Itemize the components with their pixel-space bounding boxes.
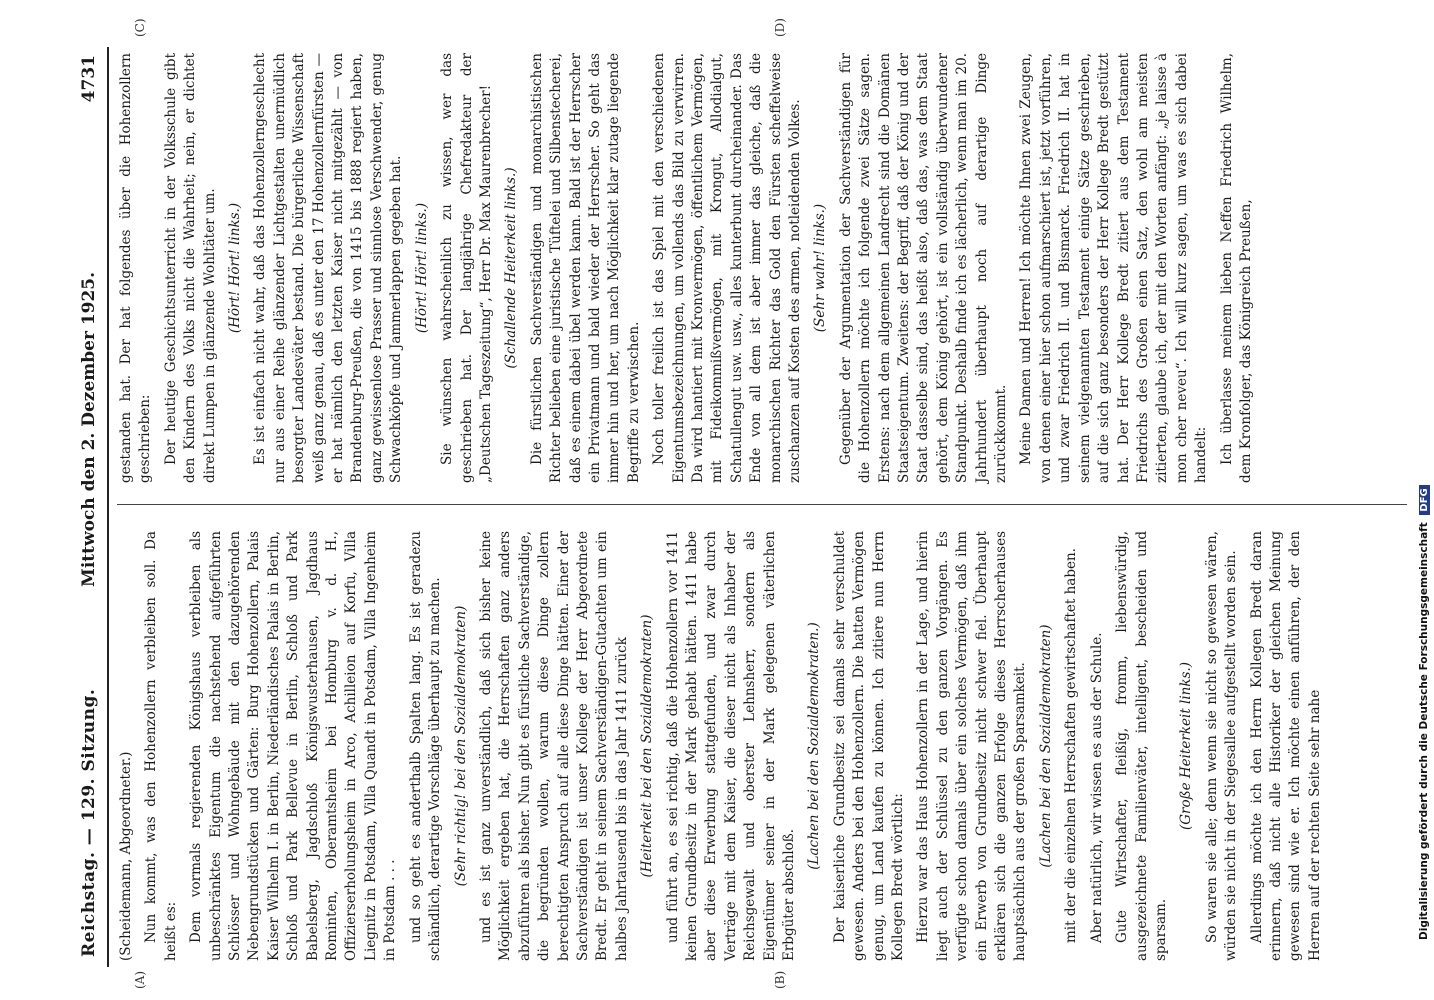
right-interjection: (Hört! Hört! links.) <box>227 202 244 334</box>
left-paragraph: (Scheidemann, Abgeordneter.) <box>118 751 134 961</box>
rotated-page <box>73 18 1418 989</box>
left-paragraph: Aber natürlich, wir wissen es aus der Schule. <box>1088 632 1105 943</box>
left-paragraph: Dem vormals regierenden Königshaus verbleiben als unbeschränktes Eigentum die nachstehend aufgeführten Schlösser und Wohngebäude mit den dazugehörenden Nebengrundstücken und Gärten: Burg Hohenzollern, Palais Kaiser Wilhelm I. in Berlin, Niederländisches Palais in Berlin, Schloß und Park Bellevue in Berlin, Schloß und Park Babelsberg, Jagdschloß Königswusterhausen, Jagdhaus Rominten, Oberamtsheim bei Homburg v. d. H., Offizierserholungsheim in Arco, Achilleion auf Korfu, Villa Liegnitz in Potsdam, Villa Quandt in Potsdam, Villa Ingenheim in Potsdam . . . <box>188 531 399 961</box>
credit-text: Digitalisierung gefördert durch die Deutsche Forschungsgemeinschaft <box>1418 522 1430 940</box>
left-paragraph: Hierzu war das Haus Hohenzollern in der Lage, und hierin liegt auch der Schlüssel zu den ganzen Vorgängen. Es verfügte schon damals über ein solches Vermögen, daß ihm ein Erwerb von Grundbesitz nicht schwer fiel. Überhaupt erklären sich die ganzen Erfolge dieses Herrscherhauses hauptsächlich aus der großen Sparsamkeit. <box>915 531 1029 961</box>
column-divider <box>117 504 1407 505</box>
left-paragraph: und führt an, es sei richtig, daß die Hohenzollern vor 1411 keinen Grundbesitz in der Mark gehabt hätten. 1411 habe aber diese Erwerbung stattgefunden, und zwar durch Verträge mit dem Kaiser, die dieser nicht als Inhaber der Reichsgewalt und oberster Lehnsherr, sondern als Eigentümer seiner in der Mark gelegenen väterlichen Erbgüter abschloß. <box>664 531 797 961</box>
page-number: 4731 <box>79 55 99 103</box>
right-paragraph: Noch toller freilich ist das Spiel mit den verschiedenen Eigentumsbezeichnungen, um vollends das Bild zu verwirren. Da wird hantiert mit Kronvermögen, öffentlichem Vermögen, mit Fideikommißvermögen, mit Krongut, Allodialgut, Schatullengut usw. usw., alles kunterbunt durcheinander. Das Ende von all dem ist aber immer das gleiche, daß die monarchischen Richter das Gold den Fürsten scheffelweise zuschanzen auf Kosten des armen, notleidenden Volkes. <box>651 53 803 483</box>
left-paragraph: Gute Wirtschafter, fleißig, fromm, liebenswürdig, ausgezeichnete Familienväter, intelligent, bescheiden und sparsam. <box>1114 531 1169 961</box>
header-date: Mittwoch den 2. Dezember 1925. <box>79 271 99 587</box>
left-column <box>117 531 1331 961</box>
right-paragraph: Meine Damen und Herren! Ich möchte Ihnen zwei Zeugen, von denen einer hier schon aufmarschiert ist, jetzt vorführen, und zwar Friedrich II. und Bismarck. Friedrich II. hat in seinem vielgenannten Testament einige Sätze geschrieben, auf die sich ganz besonders der Herr Kollege Bredt gestützt hat. Der Herr Kollege Bredt zitiert aus dem Testament Friedrichs des Großen einen Satz, den wohl am meisten zitierten, glaube ich, der mit den Worten anfängt: „je laisse à mon cher neveu“. Ich will kurz sagen, um was es sich dabei handelt: <box>1018 53 1210 483</box>
page-header <box>73 47 109 967</box>
right-column <box>117 53 1262 483</box>
right-interjection: (Sehr wahr! links.) <box>812 203 829 333</box>
right-paragraph: Sie wünschen wahrscheinlich zu wissen, wer das geschrieben hat. Der langjährige Chefredakteur der „Deutschen Tageszeitung“, Herr Dr. Max Maurenbrecher! <box>439 53 494 483</box>
right-paragraph: Der heutige Geschichtsunterricht in der Volksschule gibt den Kindern des Volks nicht die Wahrheit; nein, er dichtet direkt Lumpen in glänzende Wohltäter um. <box>162 53 218 483</box>
header-session: Reichstag. — 129. Sitzung. <box>79 688 99 957</box>
left-interjection: (Sehr richtig! bei den Sozialdemokraten) <box>452 605 469 887</box>
right-paragraph: gestanden hat. Der hat folgendes über die Hohenzollern geschrieben: <box>118 53 154 483</box>
left-interjection: (Große Heiterkeit links.) <box>1178 661 1195 831</box>
margin-mark-c: (C) <box>133 18 147 37</box>
margin-mark-d: (D) <box>773 18 787 37</box>
right-interjection: (Hört! Hört! links.) <box>413 202 430 334</box>
left-paragraph: So waren sie alle; denn wenn sie nicht so gewesen wären, würden sie nicht in der Siegesallee aufgestellt worden sein. <box>1203 531 1240 961</box>
right-interjection: (Schallende Heiterkeit links.) <box>503 167 520 369</box>
dfg-credit <box>1418 485 1430 940</box>
right-paragraph: Gegenüber der Argumentation der Sachverständigen für die Hohenzollern möchte ich folgende zwei Sätze sagen. Erstens: nach dem allgemeinen Landrecht sind die Domänen Staatseigentum. Zweitens: der Begriff, daß der König und der Staat dasselbe sind, das heißt also, daß das, was dem Staat gehört, dem König gehört, ist ein vollständig überwundener Standpunkt. Deshalb finde ich es lächerlich, wenn man im 20. Jahrhundert überhaupt noch auf derartige Dinge zurückkommt. <box>837 53 1010 483</box>
left-paragraph: und so geht es anderthalb Spalten lang. Es ist geradezu schändlich, derartige Vorschläge überhaupt zu machen. <box>407 531 444 961</box>
left-paragraph: und es ist ganz unverständlich, daß sich bisher keine Möglichkeit ergeben hat, die Herrschaften ganz anders abzuführen als bisher. Nun gibt es fürstliche Sachverständige, die begründen wollen, warum diese Dinge zollern berechtigten Anspruch auf alle diese Dinge hätten. Einer der Sachverständigen ist unser Kollege der Herr Abgeordnete Bredt. Er geht in seinem Sachverständigen-Gutachten um ein halbes Jahrtausend bis in das Jahr 1411 zurück <box>477 531 630 961</box>
margin-mark-a: (A) <box>133 970 147 989</box>
left-paragraph: Nun kommt, was den Hohenzollern verbleiben soll. Da heißt es: <box>143 531 179 961</box>
margin-mark-b: (B) <box>773 970 787 989</box>
left-interjection: (Lachen bei den Sozialdemokraten.) <box>806 622 823 870</box>
left-paragraph: Der kaiserliche Grundbesitz sei damals sehr verschuldet gewesen. Anders bei den Hohenzollern. Die hatten Vermögen genug, um Land kaufen zu können. Ich zitiere nun Herrn Kollegen Bredt wörtlich: <box>831 531 907 961</box>
dfg-logo: DFG <box>1419 485 1430 514</box>
right-paragraph: Die fürstlichen Sachverständigen und monarchistischen Richter belieben eine juristische Tüftelei und Silbenstecherei, daß es einem dabei übel werden kann. Bald ist der Herrscher ein Privatmann und bald wieder der Herrscher. So geht das immer hin und her, um nach Möglichkeit klar zutage liegende Begriffe zu verwischen. <box>528 53 642 483</box>
left-interjection: (Lachen bei den Sozialdemokraten) <box>1037 624 1054 868</box>
left-paragraph: Allerdings möchte ich den Herrn Kollegen Bredt daran erinnern, daß nicht alle Historiker der gleichen Meinung gewesen sind wie er. Ich möchte einen anführen, der den Herren auf der rechten Seite sehr nahe <box>1248 531 1323 961</box>
right-paragraph: Es ist einfach nicht wahr, daß das Hohenzollerngeschlecht nur aus einer Reihe glänzender Lichtgestalten unermüdlich besorgter Landesväter bestand. Die bürgerliche Wissenschaft weiß ganz genau, daß es unter den 17 Hohenzollernfürsten — er hat nämlich den letzten Kaiser nicht mitgezählt — von Brandenburg-Preußen, die von 1415 bis 1888 regiert haben, ganz gewissenlose Prasser und sinnlose Verschwender, genug Schwachköpfe und Jammerlappen gegeben hat. <box>252 53 405 483</box>
right-paragraph: Ich überlasse meinem lieben Neffen Friedrich Wilhelm, dem Kronfolger, das Königreich Preußen, <box>1218 53 1254 483</box>
left-paragraph: mit der die einzelnen Herrschaften gewirtschaftet haben. <box>1063 548 1080 943</box>
left-interjection: (Heiterkeit bei den Sozialdemokraten) <box>639 614 656 878</box>
